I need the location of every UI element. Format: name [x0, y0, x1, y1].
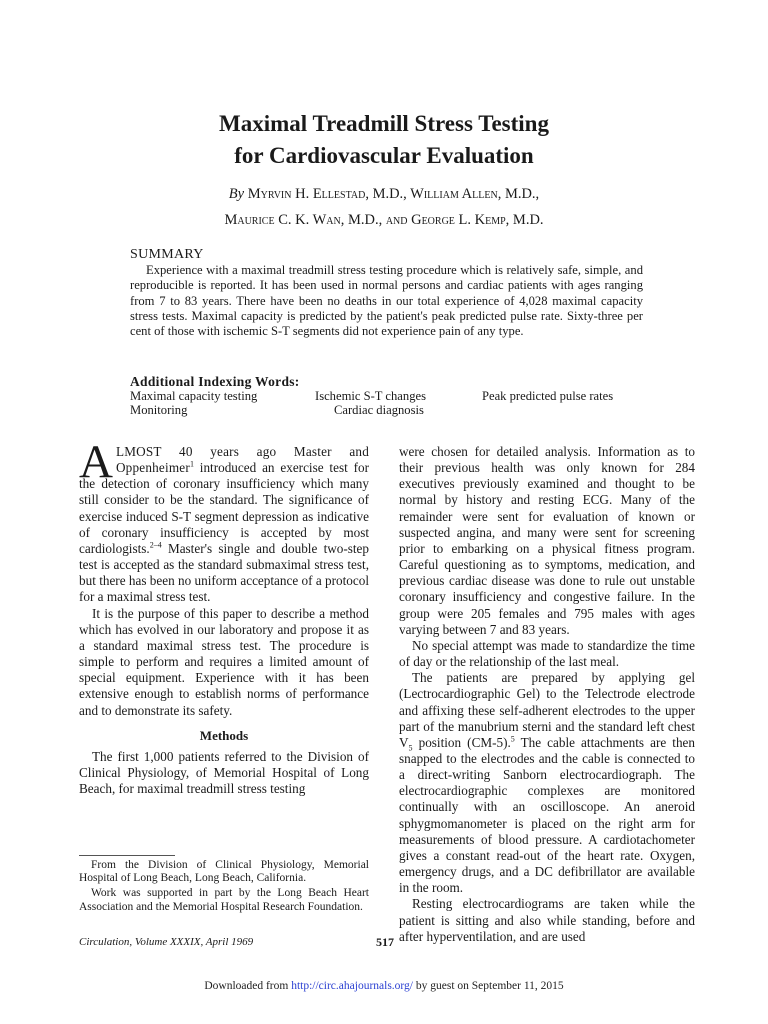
- title-line-1: Maximal Treadmill Stress Testing: [219, 111, 549, 136]
- indexing-word-1: Maximal capacity testing: [130, 389, 258, 403]
- drop-cap: A: [79, 436, 113, 488]
- download-notice: Downloaded from http://circ.ahajournals.org/ by guest on September 11, 2015: [204, 980, 564, 992]
- indexing-word-4: Monitoring: [130, 403, 188, 417]
- body-column-left: [79, 436, 369, 797]
- footnote-divider: [79, 855, 175, 856]
- indexing-word-3: Peak predicted pulse rates: [482, 389, 614, 403]
- summary-text: Experience with a maximal treadmill stress testing procedure which is relatively safe, simple, and reproducible is reported. It has been used in normal persons and cardiac patients with ages ranging from 7 to 83 years. There have been no deaths in our total experience of 4,028 maximal capacity stress tests. Maximal capacity is predicted by the patient's peak predicted pulse rate. Sixty-three per cent of those with ischemic S-T segments did not experience pain of any type.: [130, 263, 643, 339]
- journal-citation: Circulation, Volume XXXIX, April 1969: [79, 936, 254, 948]
- page-number: 517: [376, 935, 394, 949]
- indexing-word-5: Cardiac diagnosis: [334, 403, 424, 417]
- footnote-affiliation: From the Division of Clinical Physiology, Memorial Hospital of Long Beach, Long Beach, California.: [79, 859, 369, 885]
- lead-subscript: 5: [408, 743, 413, 753]
- journal-link[interactable]: http://circ.ahajournals.org/: [291, 980, 413, 992]
- resting-ecg-paragraph: Resting electrocardiograms are taken while the patient is sitting and also while standing, before and after hyperventilation, and are used: [399, 896, 695, 944]
- ref-2-4: 2–4: [149, 540, 162, 550]
- footnote-support: Work was supported in part by the Long Beach Heart Association and the Memorial Hospital Research Foundation.: [79, 887, 369, 913]
- summary-heading: SUMMARY: [130, 247, 204, 262]
- body-column-right: [399, 444, 695, 945]
- analysis-paragraph: were chosen for detailed analysis. Information as to their previous health was only known for 284 executives previously examined and thought to be normal by history and resting ECG. Many of the remainder were sent for evaluation of known or suspected angina, and many were sent for screening prior to embarking on a physical fitness program. Careful questioning as to symptoms, medication, and previous cardiac disease was done to rule out unstable coronary insufficiency and congestive failure. In the group were 205 females and 795 males with ages varying between 7 and 83 years.: [399, 444, 695, 637]
- ref-1: 1: [189, 459, 194, 469]
- footnotes: [79, 859, 369, 916]
- ref-5: 5: [510, 734, 515, 744]
- intro-paragraph: ALMOST 40 years ago Master and Oppenheimer$^1$ introduced an exercise test for the detection of coronary insufficiency which many still consider to be the standard. The significance of exercise induced S-T segment depression as indicative of coronary insufficiency is accepted by most cardiologists.$^{2-4}$ Master's single and double two-step test is accepted as the standard submaximal stress test, but there has been no uniform acceptance of a protocol for a maximal stress test.: [79, 436, 369, 605]
- author-byline: [0, 181, 768, 233]
- byline-by: By: [228, 186, 245, 202]
- indexing-heading: Additional Indexing Words:: [130, 374, 300, 389]
- methods-heading: Methods: [199, 727, 249, 743]
- article-title: [0, 108, 768, 172]
- title-line-2: for Cardiovascular Evaluation: [234, 143, 534, 168]
- standardize-paragraph: No special attempt was made to standardize the time of day or the relationship of the last meal.: [399, 637, 695, 670]
- byline-line-1: [0, 181, 768, 207]
- indexing-word-2: Ischemic S-T changes: [315, 389, 426, 403]
- purpose-paragraph: It is the purpose of this paper to describe a method which has evolved in our laboratory and propose it as a standard maximal stress test. The procedure is simple to perform and requires a limited amount of special equipment. Experience with it has been extensive enough to establish norms of performance and to demonstrate its safety.: [79, 605, 369, 718]
- methods-paragraph: The first 1,000 patients referred to the Division of Clinical Physiology, of Memorial Hospital of Long Beach, for maximal treadmill stress testing: [79, 748, 369, 797]
- authors-line-2: Maurice C. K. Wan, M.D., and George L. Kemp, M.D.: [224, 212, 544, 228]
- preparation-paragraph: The patients are prepared by applying gel (Lectrocardiographic Gel) to the Telectrode electrode and affixing these self-adherent electrodes to the upper part of the manubrium sterni and the standard left chest $V_5$ position (CM-5).$^5$ The cable attachments are then snapped to the electrodes and the cable is connected to a direct-writing Sanborn electrocardiograph. The electrocardiographic complexes are monitored continually with an oscilloscope. An aneroid sphygmomanometer is placed on the right arm for measurements of blood pressure. A cardiotachometer gives a constant read-out of the heart rate. Oxygen, emergency drugs, and a DC defibrillator are available in the room.: [399, 670, 695, 896]
- authors-line-1: Myrvin H. Ellestad, M.D., William Allen, M.D.,: [247, 186, 540, 202]
